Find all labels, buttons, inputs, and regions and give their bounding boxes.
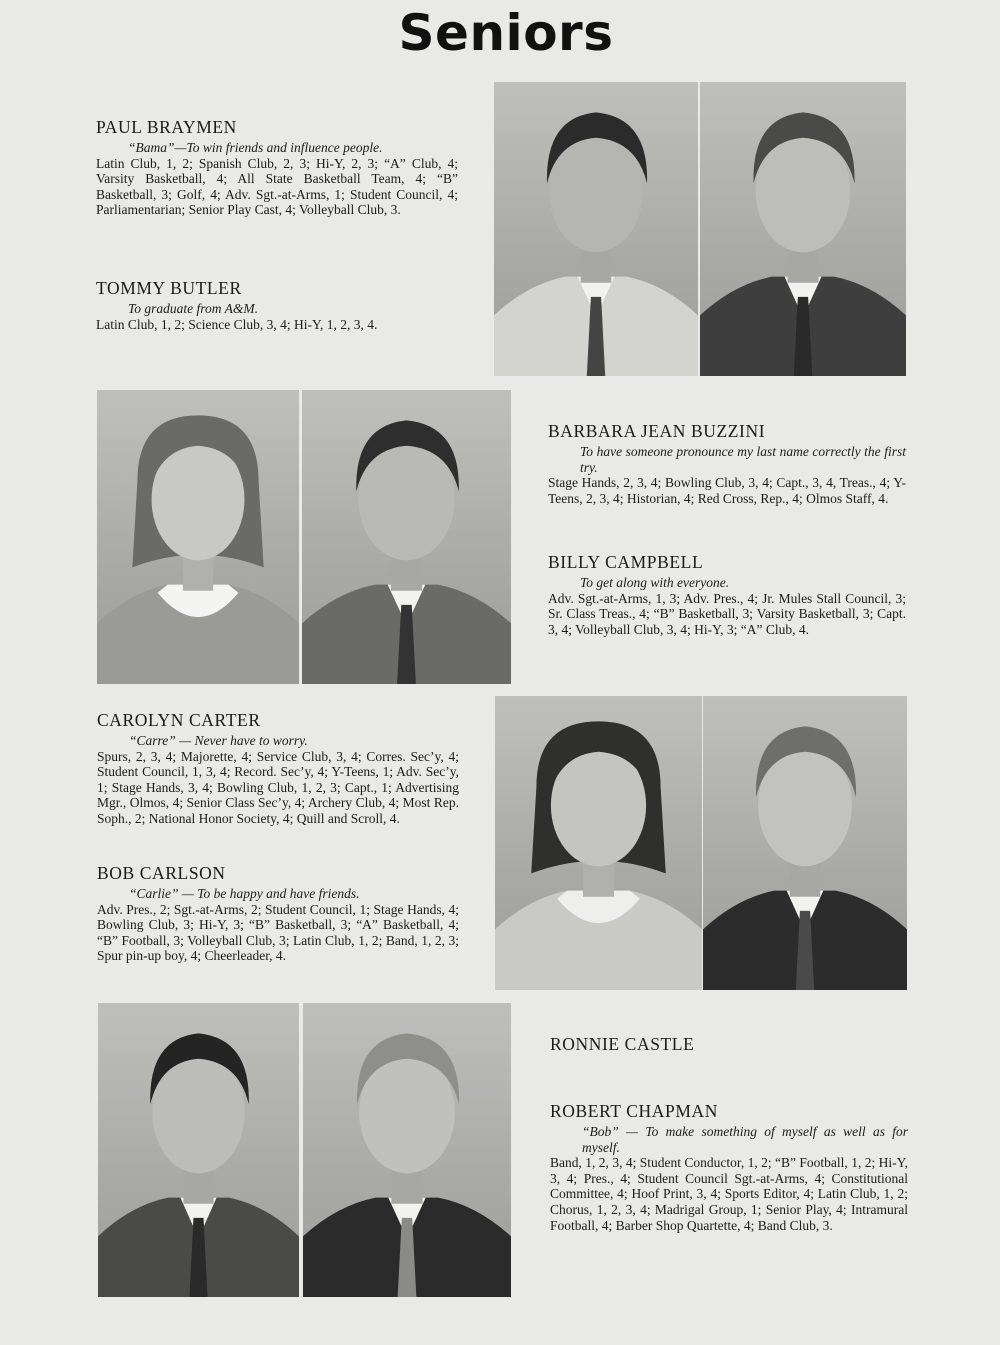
senior-quote: To have someone pronounce my last name correctly the first try. [580, 444, 906, 475]
senior-activities: Spurs, 2, 3, 4; Majorette, 4; Service Club, 3, 4; Corres. Sec’y, 4; Student Council, 1, 3, 4; Record. Sec’y, 4; Y-Teens, 1; Adv. Sec’y, 1; Stage Hands, 3, 4; Bowling Club, 1, 2, 3; Capt., 1; Advertising Mgr., Olmos, 4; Senior Class Sec’y, 4; Archery Club, 4; Most Rep. Soph., 2; National Honor Society, 4; Quill and Scroll, 4. [97, 748, 459, 826]
senior-entry-barbara-jean-buzzini [548, 421, 906, 506]
senior-activities: Band, 1, 2, 3, 4; Student Conductor, 1, 2; “B” Football, 1, 2; Hi-Y, 3, 4; Pres., 4; Student Council Sgt.-at-Arms, 4; Constitutional Committee, 4; Hoof Print, 3, 4; Sports Editor, 4; Latin Club, 1, 2; Chorus, 1, 2, 3, 4; Madrigal Group, 1; Senior Play, 4; Intramural Football, 4; Barber Shop Quartette, 4; Band Club, 3. [550, 1155, 908, 1233]
senior-quote: “Bama”—To win friends and influence people. [128, 140, 383, 155]
portrait-photo-billy-campbell [302, 390, 511, 684]
senior-entry-tommy-butler [96, 278, 458, 332]
senior-name: CAROLYN CARTER [97, 710, 261, 730]
senior-quote: “Carre” — Never have to worry. [129, 733, 308, 748]
portrait-photo-barbara-jean-buzzini [97, 390, 299, 684]
senior-quote: “Bob” — To make something of myself as well as for myself. [582, 1124, 908, 1155]
senior-entry-bob-carlson [97, 863, 459, 964]
page-title: Seniors [398, 4, 614, 62]
portrait-photo-ronnie-castle [98, 1003, 299, 1297]
senior-entry-paul-braymen [96, 117, 458, 218]
senior-entry-carolyn-carter [97, 710, 459, 827]
senior-name: ROBERT CHAPMAN [550, 1101, 718, 1121]
senior-entry-billy-campbell [548, 552, 906, 637]
senior-name: BARBARA JEAN BUZZINI [548, 421, 766, 441]
senior-name: BILLY CAMPBELL [548, 552, 704, 572]
portrait-photo-robert-chapman [303, 1003, 511, 1297]
senior-quote: “Carlie” — To be happy and have friends. [129, 886, 360, 901]
portrait-photo-paul-braymen [494, 82, 698, 376]
senior-activities: Latin Club, 1, 2; Spanish Club, 2, 3; Hi-Y, 2, 3; “A” Club, 4; Varsity Basketball, 4; All State Basketball Team, 4; “B” Basketball, 3; Golf, 4; Adv. Sgt.-at-Arms, 1; Student Council, 4; Parliamentarian; Senior Play Cast, 4; Volleyball Club, 3. [96, 155, 458, 218]
senior-name: PAUL BRAYMEN [96, 117, 237, 137]
senior-activities: Adv. Sgt.-at-Arms, 1, 3; Adv. Pres., 4; Jr. Mules Stall Council, 3; Sr. Class Treas., 4; “B” Basketball, 3; Varsity Basketball, 3; Capt. 3, 4; Volleyball Club, 3, 4; Hi-Y, 3; “A” Club, 4. [548, 590, 906, 637]
portrait-photo-tommy-butler [700, 82, 906, 376]
senior-quote: To graduate from A&M. [128, 301, 259, 316]
portrait-photo-carolyn-carter [495, 696, 702, 990]
senior-activities: Latin Club, 1, 2; Science Club, 3, 4; Hi-Y, 1, 2, 3, 4. [96, 316, 378, 332]
senior-name: BOB CARLSON [97, 863, 226, 883]
senior-name: RONNIE CASTLE [550, 1034, 695, 1054]
senior-name: TOMMY BUTLER [96, 278, 242, 298]
senior-activities: Stage Hands, 2, 3, 4; Bowling Club, 3, 4; Capt., 3, 4, Treas., 4; Y-Teens, 2, 3, 4; Historian, 4; Red Cross, Rep., 4; Olmos Staff, 4. [548, 475, 906, 506]
senior-entry-robert-chapman [550, 1101, 908, 1233]
senior-entry-ronnie-castle [550, 1034, 908, 1057]
senior-activities: Adv. Pres., 2; Sgt.-at-Arms, 2; Student Council, 1; Stage Hands, 4; Bowling Club, 3; Hi-Y, 3; “B” Basketball, 3; “A” Basketball, 4; “B” Football, 3; Volleyball Club, 3; Latin Club, 1, 2; Band, 1, 2, 3; Spur pin-up boy, 4; Cheerleader, 4. [97, 901, 459, 964]
portrait-photo-bob-carlson [703, 696, 907, 990]
senior-quote: To get along with everyone. [580, 575, 730, 590]
